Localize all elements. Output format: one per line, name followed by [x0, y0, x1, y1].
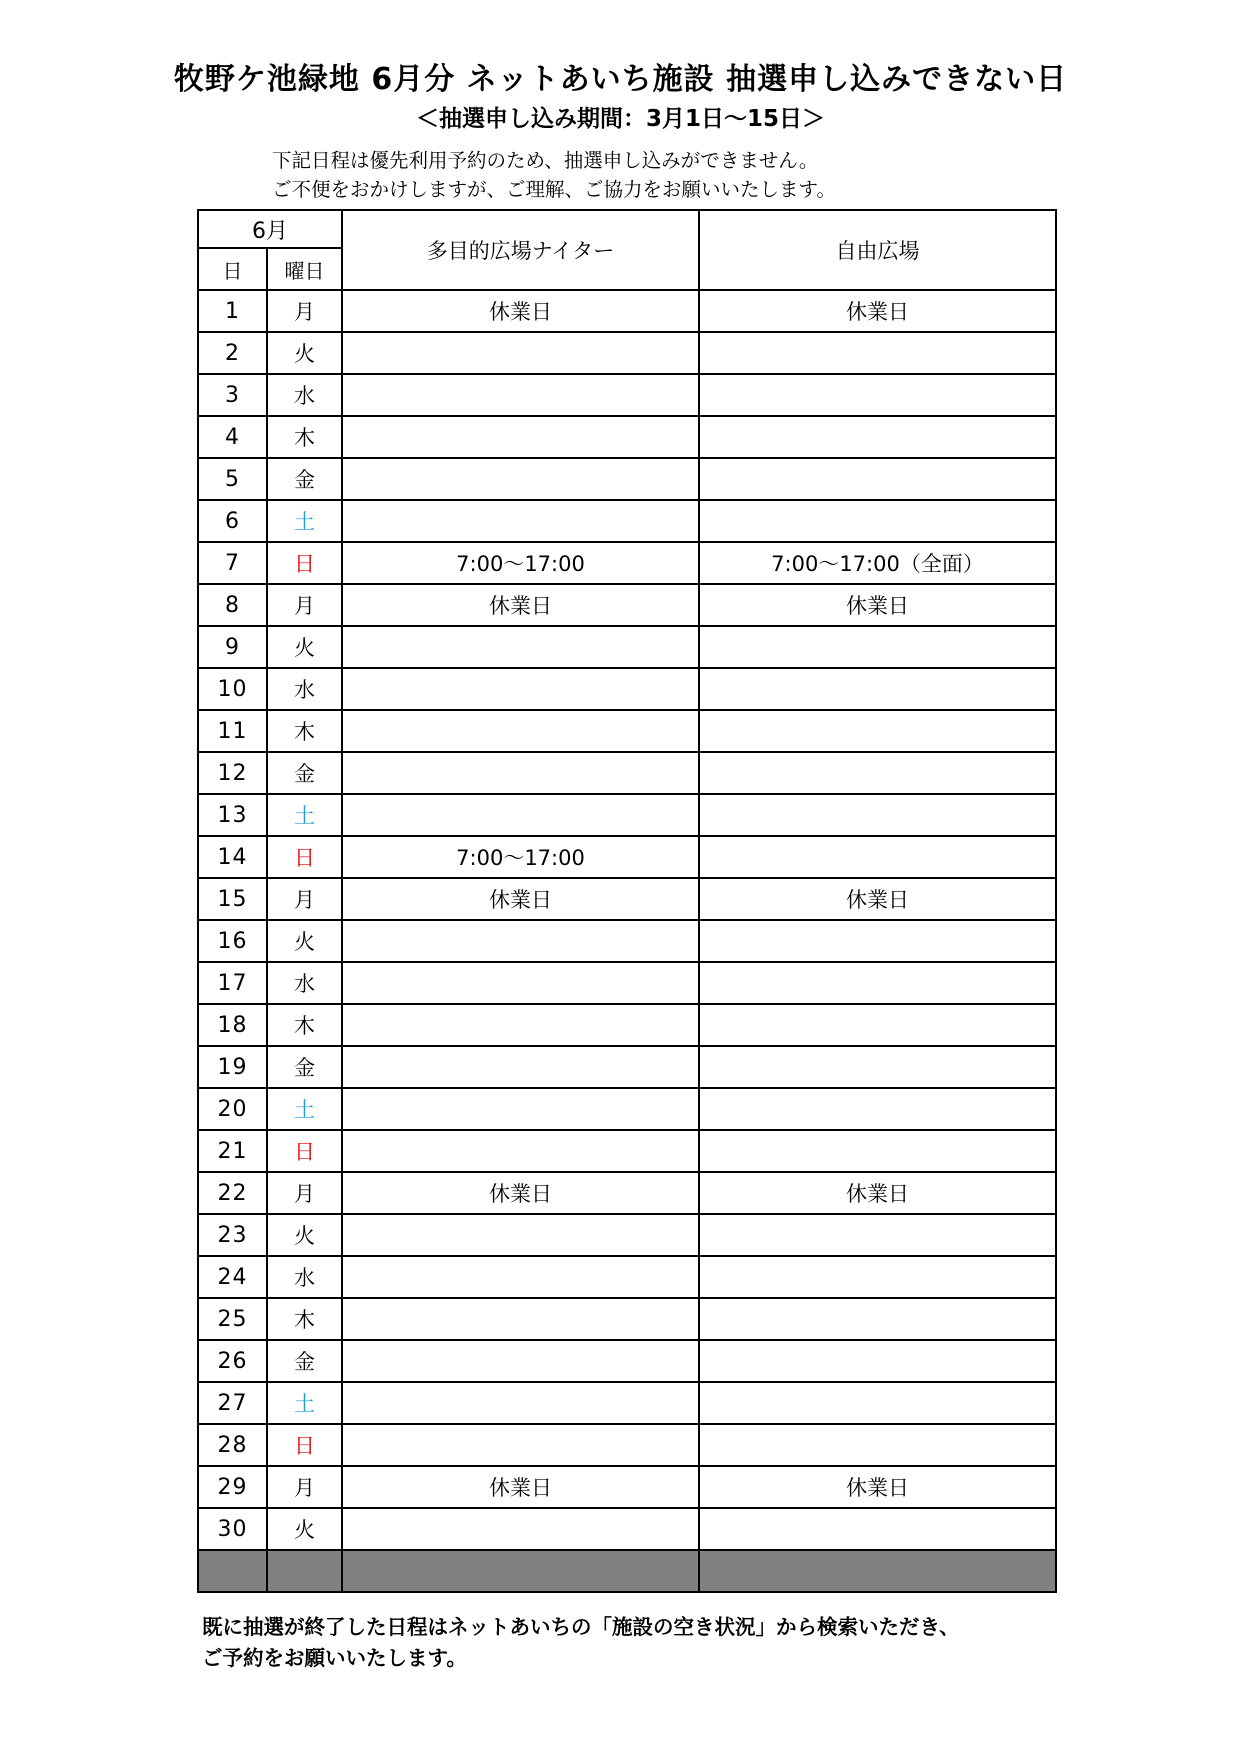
multipurpose-cell [342, 1298, 699, 1340]
day-cell: 13 [198, 794, 267, 836]
multipurpose-cell [342, 962, 699, 1004]
table-row [198, 794, 1056, 836]
day-cell: 10 [198, 668, 267, 710]
weekday-cell: 火 [267, 1214, 342, 1256]
notice-text [272, 146, 836, 204]
day-cell: 29 [198, 1466, 267, 1508]
notice-line: ご不便をおかけしますが、ご理解、ご協力をお願いいたします。 [272, 178, 836, 201]
table-row [198, 1004, 1056, 1046]
free-plaza-cell [699, 1382, 1056, 1424]
day-cell: 5 [198, 458, 267, 500]
weekday-cell: 月 [267, 1172, 342, 1214]
free-plaza-cell [699, 1004, 1056, 1046]
free-plaza-cell [699, 1424, 1056, 1466]
application-period: ＜抽選申し込み期間：3月1日～15日＞ [415, 106, 825, 132]
free-plaza-cell [699, 752, 1056, 794]
free-plaza-cell: 休業日 [699, 1466, 1056, 1508]
multipurpose-cell [342, 920, 699, 962]
free-plaza-cell: 休業日 [699, 584, 1056, 626]
day-cell: 2 [198, 332, 267, 374]
table-row [198, 1046, 1056, 1088]
free-plaza-cell [699, 1130, 1056, 1172]
weekday-cell: 月 [267, 1466, 342, 1508]
weekday-cell: 日 [267, 1130, 342, 1172]
multipurpose-cell [342, 458, 699, 500]
table-row [198, 1298, 1056, 1340]
day-cell: 18 [198, 1004, 267, 1046]
day-cell: 17 [198, 962, 267, 1004]
free-plaza-cell: 休業日 [699, 290, 1056, 332]
day-cell: 12 [198, 752, 267, 794]
multipurpose-cell [342, 1004, 699, 1046]
table-row [198, 1424, 1056, 1466]
multipurpose-cell [342, 1256, 699, 1298]
table-row [198, 1130, 1056, 1172]
table-row [198, 1172, 1056, 1214]
table-row [198, 290, 1056, 332]
table-row [198, 458, 1056, 500]
table-row [198, 920, 1056, 962]
table-row [198, 752, 1056, 794]
footer-line: ご予約をお願いいたします。 [202, 1646, 467, 1670]
free-plaza-cell [699, 836, 1056, 878]
footer-note [202, 1612, 960, 1674]
multipurpose-cell: 休業日 [342, 878, 699, 920]
day-cell: 15 [198, 878, 267, 920]
weekday-cell: 月 [267, 584, 342, 626]
multipurpose-cell [342, 626, 699, 668]
table-footer-row [198, 1550, 1056, 1592]
multipurpose-cell: 7:00～17:00 [342, 836, 699, 878]
table-row [198, 1340, 1056, 1382]
table-row [198, 962, 1056, 1004]
day-cell: 16 [198, 920, 267, 962]
multipurpose-cell [342, 668, 699, 710]
table-row [198, 878, 1056, 920]
multipurpose-cell [342, 416, 699, 458]
weekday-cell: 火 [267, 920, 342, 962]
weekday-header: 曜日 [267, 248, 342, 290]
free-plaza-cell [699, 374, 1056, 416]
multipurpose-cell [342, 1130, 699, 1172]
weekday-cell: 水 [267, 962, 342, 1004]
free-plaza-cell: 7:00～17:00（全面） [699, 542, 1056, 584]
multipurpose-cell [342, 1340, 699, 1382]
day-cell: 11 [198, 710, 267, 752]
table-row [198, 1088, 1056, 1130]
filler-cell [198, 1550, 267, 1592]
table-row [198, 1466, 1056, 1508]
free-plaza-cell [699, 500, 1056, 542]
day-cell: 8 [198, 584, 267, 626]
filler-cell [267, 1550, 342, 1592]
free-plaza-cell [699, 794, 1056, 836]
table-row [198, 626, 1056, 668]
weekday-cell: 金 [267, 1340, 342, 1382]
day-cell: 28 [198, 1424, 267, 1466]
day-cell: 23 [198, 1214, 267, 1256]
free-plaza-cell [699, 1046, 1056, 1088]
multipurpose-cell [342, 1382, 699, 1424]
free-plaza-cell [699, 1340, 1056, 1382]
table-row [198, 332, 1056, 374]
weekday-cell: 日 [267, 836, 342, 878]
free-plaza-cell [699, 710, 1056, 752]
free-plaza-cell [699, 416, 1056, 458]
day-cell: 27 [198, 1382, 267, 1424]
free-plaza-cell [699, 920, 1056, 962]
weekday-cell: 月 [267, 878, 342, 920]
table-row [198, 374, 1056, 416]
day-cell: 26 [198, 1340, 267, 1382]
day-cell: 9 [198, 626, 267, 668]
multipurpose-cell [342, 1214, 699, 1256]
table-row [198, 668, 1056, 710]
multipurpose-cell: 7:00～17:00 [342, 542, 699, 584]
day-cell: 20 [198, 1088, 267, 1130]
multipurpose-cell [342, 332, 699, 374]
multipurpose-cell: 休業日 [342, 1466, 699, 1508]
free-plaza-cell [699, 1298, 1056, 1340]
weekday-cell: 日 [267, 1424, 342, 1466]
table-row [198, 500, 1056, 542]
free-plaza-cell [699, 626, 1056, 668]
free-plaza-cell [699, 668, 1056, 710]
weekday-cell: 水 [267, 668, 342, 710]
free-plaza-cell: 休業日 [699, 1172, 1056, 1214]
footer-line: 既に抽選が終了した日程はネットあいちの「施設の空き状況」から検索いただき、 [202, 1615, 960, 1639]
multipurpose-cell [342, 794, 699, 836]
weekday-cell: 土 [267, 500, 342, 542]
area-header-multipurpose: 多目的広場ナイター [342, 210, 699, 290]
multipurpose-cell [342, 710, 699, 752]
multipurpose-cell [342, 374, 699, 416]
weekday-cell: 水 [267, 1256, 342, 1298]
header-row [198, 210, 1056, 248]
multipurpose-cell [342, 752, 699, 794]
multipurpose-cell: 休業日 [342, 1172, 699, 1214]
schedule-body [198, 290, 1056, 1592]
day-header: 日 [198, 248, 267, 290]
multipurpose-cell [342, 500, 699, 542]
weekday-cell: 土 [267, 794, 342, 836]
day-cell: 1 [198, 290, 267, 332]
month-header: 6月 [198, 210, 342, 248]
weekday-cell: 日 [267, 542, 342, 584]
day-cell: 7 [198, 542, 267, 584]
free-plaza-cell [699, 332, 1056, 374]
free-plaza-cell [699, 1214, 1056, 1256]
free-plaza-cell [699, 458, 1056, 500]
day-cell: 4 [198, 416, 267, 458]
multipurpose-cell [342, 1508, 699, 1550]
table-row [198, 1214, 1056, 1256]
day-cell: 30 [198, 1508, 267, 1550]
multipurpose-cell [342, 1088, 699, 1130]
day-cell: 19 [198, 1046, 267, 1088]
free-plaza-cell: 休業日 [699, 878, 1056, 920]
schedule-table [197, 209, 1057, 1593]
filler-cell [342, 1550, 699, 1592]
table-row [198, 836, 1056, 878]
day-cell: 6 [198, 500, 267, 542]
day-cell: 24 [198, 1256, 267, 1298]
notice-line: 下記日程は優先利用予約のため、抽選申し込みができません。 [272, 149, 819, 172]
day-cell: 25 [198, 1298, 267, 1340]
weekday-cell: 木 [267, 1004, 342, 1046]
weekday-cell: 土 [267, 1382, 342, 1424]
table-row [198, 416, 1056, 458]
multipurpose-cell: 休業日 [342, 584, 699, 626]
weekday-cell: 金 [267, 752, 342, 794]
multipurpose-cell: 休業日 [342, 290, 699, 332]
table-row [198, 1256, 1056, 1298]
area-header-free-plaza: 自由広場 [699, 210, 1056, 290]
day-cell: 3 [198, 374, 267, 416]
weekday-cell: 火 [267, 626, 342, 668]
weekday-cell: 月 [267, 290, 342, 332]
weekday-cell: 木 [267, 416, 342, 458]
weekday-cell: 土 [267, 1088, 342, 1130]
weekday-cell: 火 [267, 1508, 342, 1550]
free-plaza-cell [699, 1256, 1056, 1298]
weekday-cell: 木 [267, 710, 342, 752]
table-row [198, 542, 1056, 584]
free-plaza-cell [699, 1508, 1056, 1550]
table-row [198, 710, 1056, 752]
multipurpose-cell [342, 1046, 699, 1088]
weekday-cell: 金 [267, 458, 342, 500]
table-row [198, 1508, 1056, 1550]
free-plaza-cell [699, 1088, 1056, 1130]
weekday-cell: 火 [267, 332, 342, 374]
free-plaza-cell [699, 962, 1056, 1004]
day-cell: 14 [198, 836, 267, 878]
filler-cell [699, 1550, 1056, 1592]
table-row [198, 584, 1056, 626]
table-row [198, 1382, 1056, 1424]
multipurpose-cell [342, 1424, 699, 1466]
weekday-cell: 木 [267, 1298, 342, 1340]
weekday-cell: 水 [267, 374, 342, 416]
day-cell: 21 [198, 1130, 267, 1172]
day-cell: 22 [198, 1172, 267, 1214]
weekday-cell: 金 [267, 1046, 342, 1088]
page-title: 牧野ケ池緑地 6月分 ネットあいち施設 抽選申し込みできない日 [173, 62, 1068, 97]
